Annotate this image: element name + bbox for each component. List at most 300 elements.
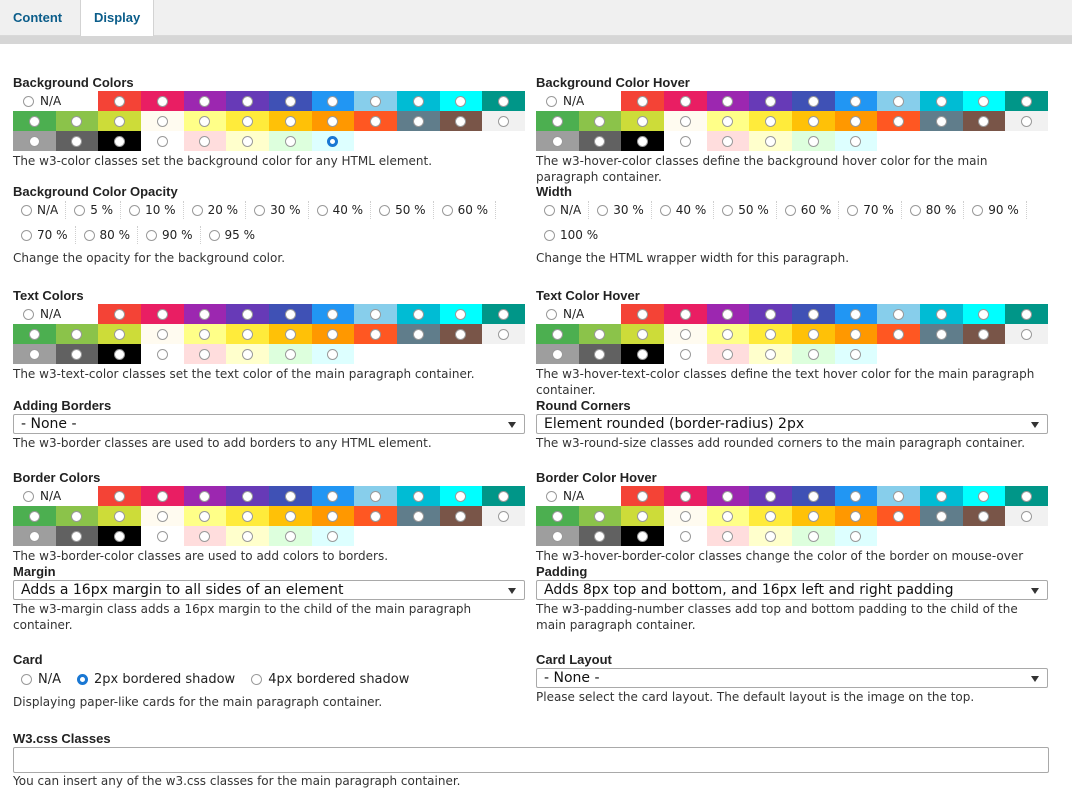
color-swatch[interactable] <box>354 324 397 344</box>
radio-icon <box>71 329 82 340</box>
color-swatch[interactable] <box>440 91 483 111</box>
color-swatch[interactable] <box>440 486 483 506</box>
radio-icon <box>327 116 338 127</box>
option-label: N/A <box>563 94 585 108</box>
color-swatch[interactable] <box>141 506 184 526</box>
color-swatch[interactable] <box>397 506 440 526</box>
color-swatch[interactable] <box>579 506 622 526</box>
color-swatch[interactable] <box>579 526 622 546</box>
color-swatch[interactable] <box>13 111 56 131</box>
color-swatch[interactable] <box>835 304 878 324</box>
color-swatch[interactable] <box>835 324 878 344</box>
color-swatch[interactable] <box>397 324 440 344</box>
color-option-na[interactable] <box>13 304 98 324</box>
radio-icon <box>317 205 328 216</box>
color-swatch[interactable] <box>184 486 227 506</box>
radio-icon <box>199 531 210 542</box>
color-swatch[interactable] <box>98 304 141 324</box>
field-label: Background Colors <box>13 75 134 90</box>
radio-option[interactable] <box>964 201 1027 219</box>
select-value: - None - <box>544 670 600 686</box>
color-swatch[interactable] <box>707 111 750 131</box>
radio-icon <box>978 329 989 340</box>
select-value: Element rounded (border-radius) 2px <box>544 416 805 432</box>
radio-option[interactable] <box>434 201 497 219</box>
radio-icon <box>23 491 34 502</box>
color-swatch[interactable] <box>963 111 1006 131</box>
color-swatch-grid <box>536 486 1048 546</box>
color-swatch[interactable] <box>536 111 579 131</box>
color-swatch[interactable] <box>141 486 184 506</box>
radio-icon <box>413 309 424 320</box>
color-swatch[interactable] <box>1005 486 1048 506</box>
color-swatch[interactable] <box>536 506 579 526</box>
color-swatch[interactable] <box>397 486 440 506</box>
color-swatch[interactable] <box>707 91 750 111</box>
color-swatch[interactable] <box>98 91 141 111</box>
color-swatch[interactable] <box>56 506 99 526</box>
color-swatch[interactable] <box>482 304 525 324</box>
option-label: 70 % <box>37 228 68 242</box>
color-swatch[interactable] <box>482 324 525 344</box>
color-swatch[interactable] <box>226 324 269 344</box>
color-swatch[interactable] <box>141 131 184 151</box>
radio-icon <box>637 136 648 147</box>
color-swatch[interactable] <box>440 506 483 526</box>
color-swatch[interactable] <box>226 506 269 526</box>
radio-option[interactable] <box>246 201 309 219</box>
color-swatch[interactable] <box>963 91 1006 111</box>
color-swatch[interactable] <box>835 526 878 546</box>
color-swatch[interactable] <box>141 111 184 131</box>
radio-icon <box>910 205 921 216</box>
field-description: Please select the card layout. The default layout is the image on the top. <box>536 690 975 704</box>
color-swatch[interactable] <box>792 131 835 151</box>
color-swatch[interactable] <box>877 304 920 324</box>
color-swatch[interactable] <box>354 91 397 111</box>
padding-select[interactable] <box>536 580 1048 600</box>
radio-icon <box>199 349 210 360</box>
color-swatch[interactable] <box>963 486 1006 506</box>
color-swatch[interactable] <box>877 324 920 344</box>
color-swatch[interactable] <box>397 91 440 111</box>
color-swatch[interactable] <box>312 324 355 344</box>
color-swatch[interactable] <box>1005 506 1048 526</box>
color-swatch[interactable] <box>312 304 355 324</box>
color-swatch[interactable] <box>269 111 312 131</box>
radio-option[interactable] <box>777 201 840 219</box>
color-swatch[interactable] <box>13 131 56 151</box>
color-swatch[interactable] <box>536 344 579 364</box>
color-swatch[interactable] <box>354 304 397 324</box>
radio-option[interactable] <box>138 226 201 244</box>
color-swatch[interactable] <box>226 304 269 324</box>
color-swatch[interactable] <box>920 486 963 506</box>
color-swatch[interactable] <box>877 486 920 506</box>
color-swatch[interactable] <box>749 526 792 546</box>
color-option-na[interactable] <box>13 91 98 111</box>
radio-option[interactable] <box>902 201 965 219</box>
color-swatch[interactable] <box>98 526 141 546</box>
color-swatch[interactable] <box>184 526 227 546</box>
color-swatch[interactable] <box>579 344 622 364</box>
color-swatch[interactable] <box>579 111 622 131</box>
color-swatch[interactable] <box>141 526 184 546</box>
color-swatch[interactable] <box>13 526 56 546</box>
color-swatch[interactable] <box>269 304 312 324</box>
radio-icon <box>637 329 648 340</box>
color-option-na[interactable] <box>536 91 621 111</box>
color-swatch[interactable] <box>56 344 99 364</box>
color-swatch[interactable] <box>482 486 525 506</box>
radio-icon <box>157 349 168 360</box>
color-swatch[interactable] <box>184 344 227 364</box>
color-swatch[interactable] <box>664 526 707 546</box>
radio-icon <box>157 309 168 320</box>
color-swatch[interactable] <box>312 486 355 506</box>
color-swatch[interactable] <box>749 486 792 506</box>
color-swatch[interactable] <box>312 131 355 151</box>
color-swatch[interactable] <box>269 344 312 364</box>
radio-icon <box>370 96 381 107</box>
radio-option[interactable] <box>184 201 247 219</box>
select-value: - None - <box>21 416 77 432</box>
color-swatch[interactable] <box>749 111 792 131</box>
radio-option[interactable] <box>13 226 76 244</box>
radio-icon <box>850 511 861 522</box>
color-swatch[interactable] <box>835 344 878 364</box>
color-swatch[interactable] <box>536 324 579 344</box>
radio-icon <box>74 205 85 216</box>
color-swatch[interactable] <box>397 111 440 131</box>
color-swatch[interactable] <box>621 344 664 364</box>
color-swatch[interactable] <box>1005 304 1048 324</box>
color-swatch[interactable] <box>792 111 835 131</box>
color-swatch[interactable] <box>877 91 920 111</box>
color-swatch[interactable] <box>1005 91 1048 111</box>
color-swatch[interactable] <box>963 304 1006 324</box>
radio-icon <box>242 116 253 127</box>
color-swatch[interactable] <box>749 131 792 151</box>
field-border-colors <box>13 470 525 564</box>
color-swatch[interactable] <box>621 526 664 546</box>
color-swatch[interactable] <box>184 91 227 111</box>
color-swatch[interactable] <box>56 324 99 344</box>
color-swatch[interactable] <box>269 324 312 344</box>
color-swatch[interactable] <box>98 324 141 344</box>
color-swatch[interactable] <box>141 304 184 324</box>
color-swatch[interactable] <box>920 506 963 526</box>
color-swatch[interactable] <box>792 91 835 111</box>
radio-option[interactable] <box>589 201 652 219</box>
field-description: The w3-border-color classes are used to add colors to borders. <box>13 549 389 563</box>
color-swatch[interactable] <box>482 506 525 526</box>
radio-icon <box>808 136 819 147</box>
color-swatch[interactable] <box>664 111 707 131</box>
color-swatch[interactable] <box>226 344 269 364</box>
radio-icon <box>850 491 861 502</box>
color-swatch[interactable] <box>963 506 1006 526</box>
color-swatch[interactable] <box>877 111 920 131</box>
color-swatch[interactable] <box>98 486 141 506</box>
color-swatch[interactable] <box>707 486 750 506</box>
field-description: Change the opacity for the background color. <box>13 251 286 265</box>
color-swatch[interactable] <box>749 506 792 526</box>
w3css-classes-input[interactable] <box>13 747 1049 773</box>
color-swatch[interactable] <box>792 304 835 324</box>
field-border-color-hover <box>536 470 1048 564</box>
color-swatch[interactable] <box>707 131 750 151</box>
borders-select[interactable] <box>13 414 525 434</box>
color-swatch[interactable] <box>920 304 963 324</box>
color-swatch[interactable] <box>792 506 835 526</box>
color-swatch[interactable] <box>226 526 269 546</box>
radio-icon <box>722 116 733 127</box>
radio-option[interactable] <box>652 201 715 219</box>
radio-icon <box>660 205 671 216</box>
radio-icon <box>327 491 338 502</box>
color-swatch[interactable] <box>184 304 227 324</box>
card-option-4px[interactable] <box>251 672 409 687</box>
radio-icon <box>594 531 605 542</box>
color-swatch[interactable] <box>98 131 141 151</box>
radio-icon <box>21 674 32 685</box>
card-layout-select[interactable] <box>536 668 1048 688</box>
color-swatch[interactable] <box>269 91 312 111</box>
color-swatch[interactable] <box>440 304 483 324</box>
radio-icon <box>680 96 691 107</box>
color-swatch[interactable] <box>579 324 622 344</box>
color-swatch[interactable] <box>792 344 835 364</box>
color-swatch-grid <box>13 91 525 151</box>
radio-selected-icon <box>327 136 338 147</box>
color-swatch[interactable] <box>98 344 141 364</box>
radio-icon <box>893 96 904 107</box>
radio-option[interactable] <box>536 226 605 244</box>
color-swatch[interactable] <box>749 91 792 111</box>
color-swatch[interactable] <box>792 486 835 506</box>
color-swatch[interactable] <box>269 506 312 526</box>
field-label: Width <box>536 184 572 199</box>
color-swatch[interactable] <box>792 526 835 546</box>
radio-option[interactable] <box>714 201 777 219</box>
option-label: 100 % <box>560 228 599 242</box>
tab-content[interactable]: Content <box>13 10 63 25</box>
color-swatch[interactable] <box>664 131 707 151</box>
color-swatch[interactable] <box>664 506 707 526</box>
radio-icon <box>29 116 40 127</box>
color-swatch[interactable] <box>354 486 397 506</box>
color-swatch[interactable] <box>664 324 707 344</box>
color-swatch[interactable] <box>312 506 355 526</box>
color-swatch[interactable] <box>621 486 664 506</box>
radio-icon <box>552 136 563 147</box>
field-text-colors <box>13 288 525 382</box>
color-swatch[interactable] <box>440 324 483 344</box>
color-swatch[interactable] <box>877 506 920 526</box>
color-swatch[interactable] <box>56 526 99 546</box>
radio-option[interactable] <box>309 201 372 219</box>
color-swatch[interactable] <box>621 304 664 324</box>
color-swatch[interactable] <box>141 91 184 111</box>
color-swatch[interactable] <box>621 91 664 111</box>
color-swatch[interactable] <box>312 344 355 364</box>
color-swatch[interactable] <box>141 344 184 364</box>
color-swatch[interactable] <box>13 344 56 364</box>
option-label: 60 % <box>800 203 832 217</box>
color-swatch[interactable] <box>920 111 963 131</box>
color-swatch[interactable] <box>749 344 792 364</box>
radio-icon <box>114 511 125 522</box>
color-swatch[interactable] <box>440 111 483 131</box>
color-swatch[interactable] <box>707 304 750 324</box>
color-swatch[interactable] <box>621 324 664 344</box>
color-swatch[interactable] <box>835 111 878 131</box>
radio-icon <box>23 96 34 107</box>
dropdown-arrow-icon <box>1031 588 1039 594</box>
card-option-2px[interactable] <box>77 672 235 687</box>
color-swatch[interactable] <box>792 324 835 344</box>
field-label: Round Corners <box>536 398 631 413</box>
radio-icon <box>765 491 776 502</box>
radio-icon <box>157 329 168 340</box>
radio-option[interactable] <box>536 201 589 219</box>
color-option-na[interactable] <box>13 486 98 506</box>
color-swatch[interactable] <box>482 111 525 131</box>
radio-option[interactable] <box>13 201 66 219</box>
margin-select[interactable] <box>13 580 525 600</box>
field-card-layout <box>536 652 1048 705</box>
color-swatch[interactable] <box>269 526 312 546</box>
color-swatch[interactable] <box>56 131 99 151</box>
color-swatch[interactable] <box>1005 324 1048 344</box>
radio-icon <box>808 329 819 340</box>
color-swatch[interactable] <box>707 324 750 344</box>
radio-option[interactable] <box>201 226 263 244</box>
radio-icon <box>893 491 904 502</box>
card-option-na[interactable] <box>21 672 61 687</box>
radio-icon <box>637 349 648 360</box>
color-swatch[interactable] <box>920 91 963 111</box>
color-swatch[interactable] <box>141 324 184 344</box>
color-swatch[interactable] <box>226 91 269 111</box>
color-swatch[interactable] <box>707 344 750 364</box>
color-swatch[interactable] <box>184 111 227 131</box>
radio-option[interactable] <box>121 201 184 219</box>
radio-icon <box>552 511 563 522</box>
radio-icon <box>1021 491 1032 502</box>
radio-option[interactable] <box>76 226 139 244</box>
color-swatch[interactable] <box>397 304 440 324</box>
radio-icon <box>114 491 125 502</box>
dropdown-arrow-icon <box>508 422 516 428</box>
color-swatch[interactable] <box>749 324 792 344</box>
color-swatch[interactable] <box>835 506 878 526</box>
radio-icon <box>285 531 296 542</box>
radio-icon <box>84 230 95 241</box>
radio-icon <box>808 309 819 320</box>
color-swatch[interactable] <box>664 91 707 111</box>
color-swatch[interactable] <box>269 131 312 151</box>
color-swatch[interactable] <box>312 111 355 131</box>
color-option-na[interactable] <box>536 304 621 324</box>
color-swatch[interactable] <box>1005 111 1048 131</box>
color-swatch[interactable] <box>707 506 750 526</box>
color-swatch[interactable] <box>354 506 397 526</box>
field-label: Text Color Hover <box>536 288 640 303</box>
round-corners-select[interactable] <box>536 414 1048 434</box>
color-swatch[interactable] <box>621 111 664 131</box>
color-swatch[interactable] <box>312 526 355 546</box>
color-swatch[interactable] <box>269 486 312 506</box>
color-swatch[interactable] <box>184 324 227 344</box>
radio-icon <box>765 349 776 360</box>
color-swatch[interactable] <box>579 131 622 151</box>
color-swatch[interactable] <box>664 344 707 364</box>
color-swatch[interactable] <box>226 486 269 506</box>
field-description: The w3-hover-color classes define the background hover color for the main paragraph container. <box>536 154 988 184</box>
color-swatch[interactable] <box>621 131 664 151</box>
color-swatch[interactable] <box>98 506 141 526</box>
color-swatch[interactable] <box>536 131 579 151</box>
field-description: The w3-margin class adds a 16px margin to the child of the main paragraph container. <box>13 602 472 632</box>
color-swatch[interactable] <box>664 486 707 506</box>
color-swatch[interactable] <box>621 506 664 526</box>
color-swatch[interactable] <box>13 324 56 344</box>
radio-icon <box>199 329 210 340</box>
color-swatch[interactable] <box>749 304 792 324</box>
color-swatch[interactable] <box>312 91 355 111</box>
color-swatch[interactable] <box>56 111 99 131</box>
color-swatch[interactable] <box>184 506 227 526</box>
radio-icon <box>546 309 557 320</box>
field-label: Padding <box>536 564 588 579</box>
color-swatch[interactable] <box>963 324 1006 344</box>
color-swatch[interactable] <box>184 131 227 151</box>
color-swatch[interactable] <box>98 111 141 131</box>
color-swatch[interactable] <box>664 304 707 324</box>
color-swatch[interactable] <box>13 506 56 526</box>
tab-display[interactable]: Display <box>80 0 154 37</box>
color-swatch[interactable] <box>354 111 397 131</box>
color-swatch[interactable] <box>920 324 963 344</box>
radio-icon <box>680 329 691 340</box>
field-label: Background Color Hover <box>536 75 690 90</box>
option-label: 20 % <box>207 203 239 217</box>
color-swatch[interactable] <box>707 526 750 546</box>
radio-option[interactable] <box>371 201 434 219</box>
radio-icon <box>29 349 40 360</box>
radio-icon <box>370 309 381 320</box>
field-description: The w3-border classes are used to add borders to any HTML element. <box>13 436 432 450</box>
option-label: 5 % <box>90 203 114 217</box>
radio-option[interactable] <box>839 201 902 219</box>
color-swatch[interactable] <box>835 486 878 506</box>
color-swatch[interactable] <box>482 91 525 111</box>
radio-icon <box>850 96 861 107</box>
option-label: N/A <box>40 489 62 503</box>
color-swatch[interactable] <box>835 91 878 111</box>
color-swatch[interactable] <box>835 131 878 151</box>
color-swatch[interactable] <box>226 111 269 131</box>
radio-icon <box>936 96 947 107</box>
radio-icon <box>1021 329 1032 340</box>
color-swatch[interactable] <box>536 526 579 546</box>
radio-option[interactable] <box>66 201 121 219</box>
color-swatch[interactable] <box>226 131 269 151</box>
color-option-na[interactable] <box>536 486 621 506</box>
radio-icon <box>498 511 509 522</box>
